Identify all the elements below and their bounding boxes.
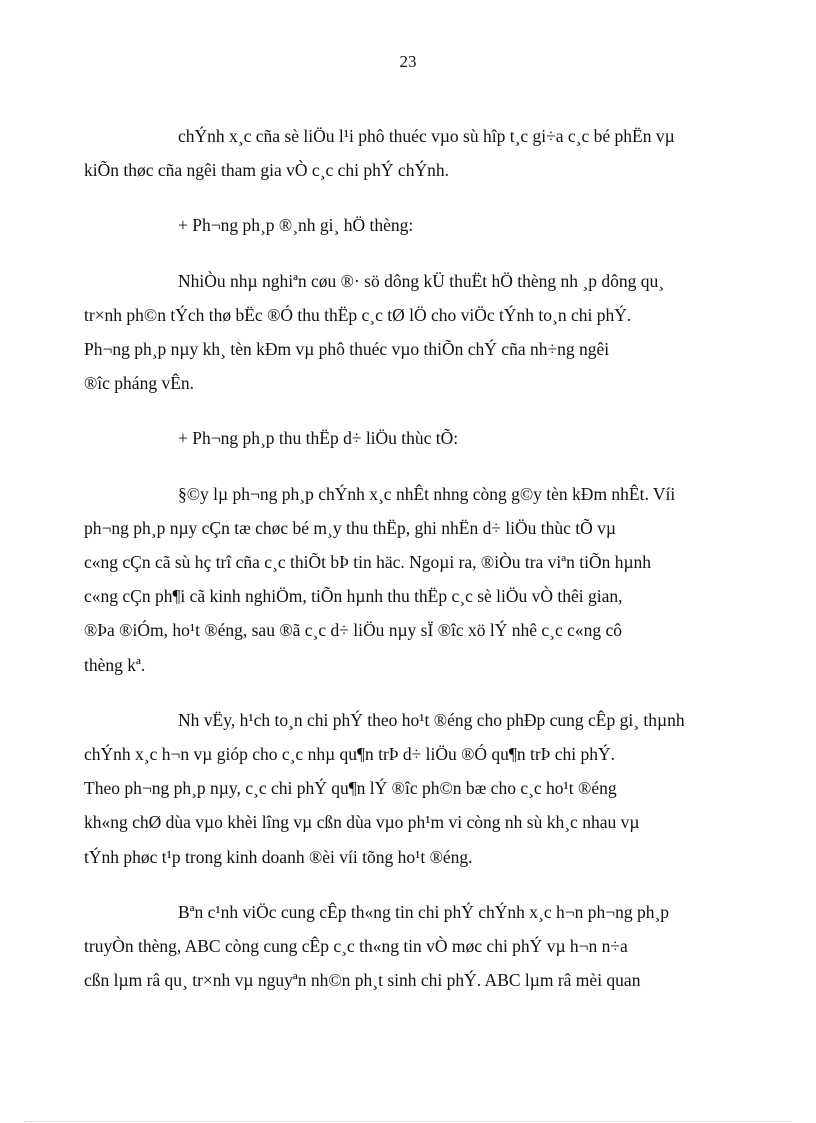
text-line: tÝnh phøc t¹p trong kinh doanh ®èi víi tõng ho¹t ®éng. [84, 846, 473, 867]
text-line: kiÕn thøc cña ngêi tham gia vÒ c¸c chi phÝ chÝnh. [84, 160, 449, 181]
method-heading-actual-data [131, 421, 740, 455]
text-line: c«ng cÇn cã sù hç trî cña c¸c thiÕt bÞ tin häc. Ngoµi ra, ®iÒu tra viªn tiÕn hµnh [84, 552, 652, 573]
text-line: Theo ph¬ng ph¸p nµy, c¸c chi phÝ qu¶n lÝ ®îc ph©n bæ cho c¸c ho¹t ®éng [84, 778, 617, 799]
text-line: kh«ng chØ dùa vµo khèi lîng vµ cßn dùa vµo ph¹m vi còng nh sù kh¸c nhau vµ [84, 812, 640, 833]
text-line: + Ph¬ng ph¸p ®¸nh gi¸ hÖ thèng: [178, 215, 414, 236]
paragraph-4 [84, 703, 740, 874]
text-line: NhiÒu nhµ nghiªn cøu ®· sö dông kÜ thuËt hÖ thèng nh ¸p dông qu¸ [178, 270, 665, 291]
body-text [84, 119, 740, 1018]
text-line: cßn lµm râ qu¸ tr×nh vµ nguyªn nh©n ph¸t sinh chi phÝ. ABC lµm râ mèi quan [84, 970, 641, 991]
text-line: + Ph¬ng ph¸p thu thËp d÷ liÖu thùc tÕ: [178, 428, 459, 449]
text-line: thèng kª. [84, 654, 146, 675]
text-line: Bªn c¹nh viÖc cung cÊp th«ng tin chi phÝ chÝnh x¸c h¬n ph¬ng ph¸p [178, 901, 670, 922]
page-number: 23 [399, 52, 417, 71]
paragraph-1 [84, 119, 740, 187]
paragraph-2 [84, 264, 740, 401]
page-bottom-rule [24, 1121, 792, 1122]
text-line: chÝnh x¸c h¬n vµ gióp cho c¸c nhµ qu¶n trÞ d÷ liÖu ®Ó qu¶n trÞ chi phÝ. [84, 744, 616, 765]
text-line: §©y lµ ph¬ng ph¸p chÝnh x¸c nhÊt nhng còng g©y tèn kÐm nhÊt. Víi [178, 483, 676, 504]
text-line: c«ng cÇn ph¶i cã kinh nghiÖm, tiÕn hµnh thu thËp c¸c sè liÖu vÒ thêi gian, [84, 586, 623, 607]
text-line: ph¬ng ph¸p nµy cÇn tæ chøc bé m¸y thu thËp, ghi nhËn d÷ liÖu thùc tÕ vµ [84, 517, 617, 538]
method-heading-system-evaluation [131, 208, 740, 242]
paragraph-3 [84, 477, 740, 682]
text-line: ®îc pháng vÊn. [84, 373, 195, 394]
text-line: tr×nh ph©n tÝch thø bËc ®Ó thu thËp c¸c tØ lÖ cho viÖc tÝnh to¸n chi phÝ. [84, 304, 632, 325]
paragraph-5 [84, 895, 740, 998]
text-line: chÝnh x¸c cña sè liÖu l¹i phô thuéc vµo sù hîp t¸c gi÷a c¸c bé phËn vµ [178, 126, 675, 146]
text-line: Nh vËy, h¹ch to¸n chi phÝ theo ho¹t ®éng cho phÐp cung cÊp gi¸ thµnh [178, 709, 685, 730]
text-line: truyÒn thèng, ABC còng cung cÊp c¸c th«ng tin vÒ møc chi phÝ vµ h¬n n÷a [84, 936, 628, 957]
text-line: Ph¬ng ph¸p nµy kh¸ tèn kÐm vµ phô thuéc vµo thiÕn chÝ cña nh÷ng ngêi [84, 339, 610, 360]
text-line: ®Þa ®iÓm, ho¹t ®éng, sau ®ã c¸c d÷ liÖu nµy sÏ ®îc xö lÝ nhê c¸c c«ng cô [84, 620, 623, 641]
